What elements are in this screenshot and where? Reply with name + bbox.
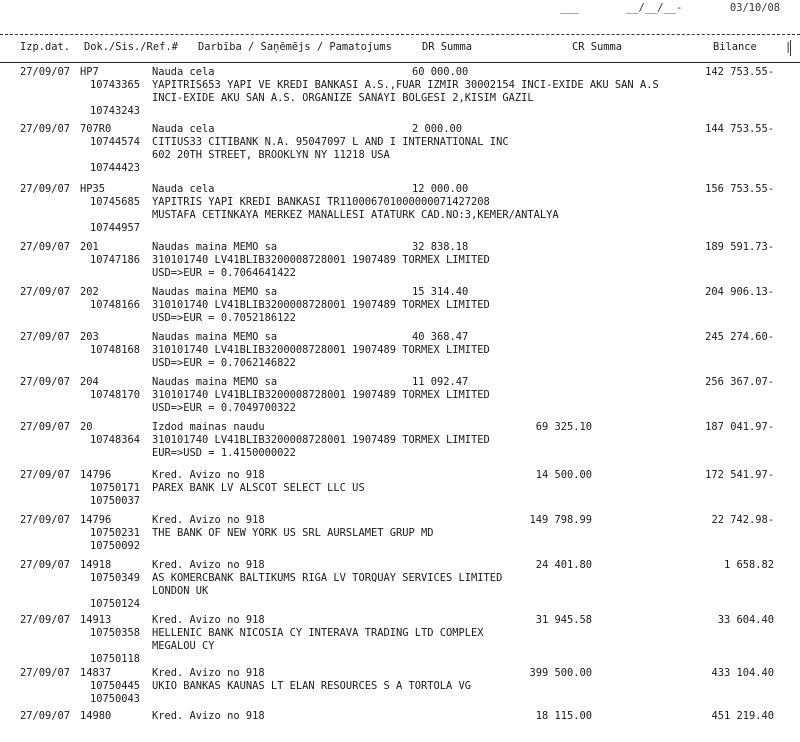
- transaction-row: [0, 514, 800, 559]
- fragment-a: ___: [560, 2, 579, 14]
- transaction-counterparty: PAREX BANK LV ALSCOT SELECT LLC US: [152, 482, 365, 494]
- transaction-type: Kred. Avizo no 918: [152, 667, 265, 679]
- transaction-type: Naudas maina MEMO sa: [152, 331, 278, 343]
- statement-header: [0, 41, 800, 55]
- transaction-counterparty: YAPITRIS YAPI KREDI BANKASI TR110006701000000071427208: [152, 196, 490, 208]
- credit-amount: 24 401.80: [535, 559, 592, 571]
- credit-amount: 69 325.10: [535, 421, 592, 433]
- transaction-ref-secondary: 10743243: [90, 105, 141, 117]
- transaction-row: [0, 241, 800, 286]
- transaction-doc-number: 14913: [80, 614, 112, 626]
- transaction-doc-number: 202: [80, 286, 99, 298]
- transaction-type: Kred. Avizo no 918: [152, 514, 265, 526]
- transaction-counterparty: AS KOMERCBANK BALTIKUMS RIGA LV TORQUAY SERVICES LIMITED: [152, 572, 503, 584]
- transaction-doc-number: HP7: [80, 66, 99, 78]
- transaction-details: USD=>EUR = 0.7064641422: [152, 267, 296, 279]
- transaction-system-ref: 10748168: [90, 344, 141, 356]
- transaction-doc-number: HP35: [80, 183, 106, 195]
- balance-amount: 22 742.98-: [711, 514, 774, 526]
- transaction-doc-number: 14796: [80, 469, 112, 481]
- debit-amount: 40 368.47: [412, 331, 469, 343]
- balance-amount: 33 604.40: [717, 614, 774, 626]
- transaction-row: [0, 286, 800, 331]
- transaction-type: Izdod mainas naudu: [152, 421, 265, 433]
- fragment-b: __/__/__-: [626, 2, 683, 14]
- transaction-doc-number: 14980: [80, 710, 112, 722]
- transaction-row: [0, 123, 800, 183]
- transaction-doc-number: 707R0: [80, 123, 112, 135]
- transaction-type: Naudas maina MEMO sa: [152, 286, 278, 298]
- debit-amount: 2 000.00: [412, 123, 463, 135]
- transaction-date: 27/09/07: [20, 614, 71, 626]
- transaction-date: 27/09/07: [20, 469, 71, 481]
- transaction-doc-number: 14918: [80, 559, 112, 571]
- transaction-doc-number: 14796: [80, 514, 112, 526]
- transaction-system-ref: 10750231: [90, 527, 141, 539]
- transaction-counterparty: 310101740 LV41BLIB3200008728001 1907489 TORMEX LIMITED: [152, 299, 490, 311]
- transaction-details: LONDON UK: [152, 585, 209, 597]
- balance-amount: 256 367.07-: [705, 376, 774, 388]
- transaction-system-ref: 10747186: [90, 254, 141, 266]
- balance-amount: 172 541.97-: [705, 469, 774, 481]
- transaction-row: [0, 376, 800, 421]
- transaction-ref-extra: 10750037: [90, 495, 141, 507]
- balance-amount: 187 041.97-: [705, 421, 774, 433]
- debit-amount: 15 314.40: [412, 286, 469, 298]
- balance-amount: 142 753.55-: [705, 66, 774, 78]
- transaction-doc-number: 14837: [80, 667, 112, 679]
- transaction-row: [0, 667, 800, 710]
- transaction-counterparty: YAPITRIS653 YAPI VE KREDI BANKASI A.S.,FUAR IZMIR 30002154 INCI-EXIDE AKU SAN A.S: [152, 79, 659, 91]
- transaction-ref-secondary: 10744423: [90, 162, 141, 174]
- transaction-system-ref: 10750171: [90, 482, 141, 494]
- transaction-details: 602 20TH STREET, BROOKLYN NY 11218 USA: [152, 149, 390, 161]
- transaction-date: 27/09/07: [20, 710, 71, 722]
- transaction-row: [0, 183, 800, 241]
- transaction-counterparty: 310101740 LV41BLIB3200008728001 1907489 TORMEX LIMITED: [152, 254, 490, 266]
- transaction-type: Nauda cela: [152, 183, 215, 195]
- transaction-date: 27/09/07: [20, 331, 71, 343]
- transaction-counterparty: 310101740 LV41BLIB3200008728001 1907489 TORMEX LIMITED: [152, 389, 490, 401]
- balance-amount: 245 274.60-: [705, 331, 774, 343]
- transaction-system-ref: 10748166: [90, 299, 141, 311]
- transaction-date: 27/09/07: [20, 376, 71, 388]
- debit-amount: 32 838.18: [412, 241, 469, 253]
- transaction-ref-extra: 10750043: [90, 693, 141, 705]
- transaction-type: Naudas maina MEMO sa: [152, 376, 278, 388]
- header-credit: CR Summa: [572, 41, 623, 53]
- credit-amount: 31 945.58: [535, 614, 592, 626]
- balance-amount: 433 104.40: [711, 667, 774, 679]
- transaction-row: [0, 421, 800, 469]
- credit-amount: 18 115.00: [535, 710, 592, 722]
- transaction-date: 27/09/07: [20, 286, 71, 298]
- transaction-system-ref: 10744574: [90, 136, 141, 148]
- transaction-doc-number: 20: [80, 421, 93, 433]
- transaction-doc-number: 204: [80, 376, 99, 388]
- balance-amount: 451 219.40: [711, 710, 774, 722]
- transaction-date: 27/09/07: [20, 66, 71, 78]
- transaction-date: 27/09/07: [20, 241, 71, 253]
- balance-amount: 189 591.73-: [705, 241, 774, 253]
- transaction-doc-number: 203: [80, 331, 99, 343]
- transaction-details: MEGALOU CY: [152, 640, 215, 652]
- debit-amount: 60 000.00: [412, 66, 469, 78]
- scrollbar-mark: [790, 40, 799, 56]
- credit-amount: 14 500.00: [535, 469, 592, 481]
- transaction-type: Nauda cela: [152, 123, 215, 135]
- balance-amount: 156 753.55-: [705, 183, 774, 195]
- transaction-counterparty: THE BANK OF NEW YORK US SRL AURSLAMET GRUP MD: [152, 527, 434, 539]
- transaction-ref-secondary: 10750118: [90, 653, 141, 665]
- header-bottom-rule: [0, 62, 800, 63]
- transaction-row: [0, 469, 800, 514]
- credit-amount: 149 798.99: [529, 514, 592, 526]
- transaction-system-ref: 10745685: [90, 196, 141, 208]
- transaction-date: 27/09/07: [20, 514, 71, 526]
- transaction-type: Kred. Avizo no 918: [152, 559, 265, 571]
- transaction-date: 27/09/07: [20, 559, 71, 571]
- transaction-row: [0, 559, 800, 614]
- transaction-row: [0, 66, 800, 123]
- transaction-row: [0, 614, 800, 667]
- header-top-rule: [0, 34, 800, 35]
- transaction-doc-number: 201: [80, 241, 99, 253]
- balance-amount: 204 906.13-: [705, 286, 774, 298]
- balance-amount: 144 753.55-: [705, 123, 774, 135]
- transaction-details: MUSTAFA CETINKAYA MERKEZ MANALLESI ATATURK CAD.NO:3,KEMER/ANTALYA: [152, 209, 559, 221]
- header-doc-ref: Dok./Sis./Ref.#: [84, 41, 178, 53]
- transaction-ref-secondary: 10744957: [90, 222, 141, 234]
- balance-amount: 1 658.82: [723, 559, 774, 571]
- transaction-ref-secondary: 10750124: [90, 598, 141, 610]
- transaction-list: [0, 66, 800, 730]
- debit-amount: 12 000.00: [412, 183, 469, 195]
- credit-amount: 399 500.00: [529, 667, 592, 679]
- transaction-system-ref: 10748170: [90, 389, 141, 401]
- header-separator: |: [785, 41, 792, 53]
- transaction-system-ref: 10748364: [90, 434, 141, 446]
- transaction-counterparty: 310101740 LV41BLIB3200008728001 1907489 TORMEX LIMITED: [152, 434, 490, 446]
- transaction-system-ref: 10750349: [90, 572, 141, 584]
- transaction-date: 27/09/07: [20, 421, 71, 433]
- previous-page-fragment: [560, 2, 800, 14]
- transaction-type: Nauda cela: [152, 66, 215, 78]
- transaction-type: Kred. Avizo no 918: [152, 614, 265, 626]
- transaction-counterparty: HELLENIC BANK NICOSIA CY INTERAVA TRADING LTD COMPLEX: [152, 627, 484, 639]
- transaction-date: 27/09/07: [20, 123, 71, 135]
- transaction-row: [0, 710, 800, 730]
- header-debit: DR Summa: [422, 41, 473, 53]
- transaction-type: Naudas maina MEMO sa: [152, 241, 278, 253]
- transaction-row: [0, 331, 800, 376]
- transaction-type: Kred. Avizo no 918: [152, 469, 265, 481]
- transaction-date: 27/09/07: [20, 183, 71, 195]
- transaction-ref-extra: 10750092: [90, 540, 141, 552]
- transaction-system-ref: 10750358: [90, 627, 141, 639]
- transaction-details: EUR=>USD = 1.4150000022: [152, 447, 296, 459]
- transaction-details: INCI-EXIDE AKU SAN A.S. ORGANIZE SANAYI BOLGESI 2,KISIM GAZIL: [152, 92, 534, 104]
- transaction-details: USD=>EUR = 0.7052186122: [152, 312, 296, 324]
- transaction-system-ref: 10750445: [90, 680, 141, 692]
- fragment-date: 03/10/08: [730, 2, 781, 14]
- transaction-date: 27/09/07: [20, 667, 71, 679]
- transaction-type: Kred. Avizo no 918: [152, 710, 265, 722]
- transaction-details: USD=>EUR = 0.7062146822: [152, 357, 296, 369]
- debit-amount: 11 092.47: [412, 376, 469, 388]
- header-description: Darbība / Saņēmējs / Pamatojums: [198, 41, 392, 53]
- header-date: Izp.dat.: [20, 41, 71, 53]
- transaction-details: USD=>EUR = 0.7049700322: [152, 402, 296, 414]
- transaction-counterparty: UKIO BANKAS KAUNAS LT ELAN RESOURCES S A TORTOLA VG: [152, 680, 472, 692]
- transaction-counterparty: 310101740 LV41BLIB3200008728001 1907489 TORMEX LIMITED: [152, 344, 490, 356]
- header-balance: Bilance: [713, 41, 757, 53]
- transaction-counterparty: CITIUS33 CITIBANK N.A. 95047097 L AND I INTERNATIONAL INC: [152, 136, 509, 148]
- transaction-system-ref: 10743365: [90, 79, 141, 91]
